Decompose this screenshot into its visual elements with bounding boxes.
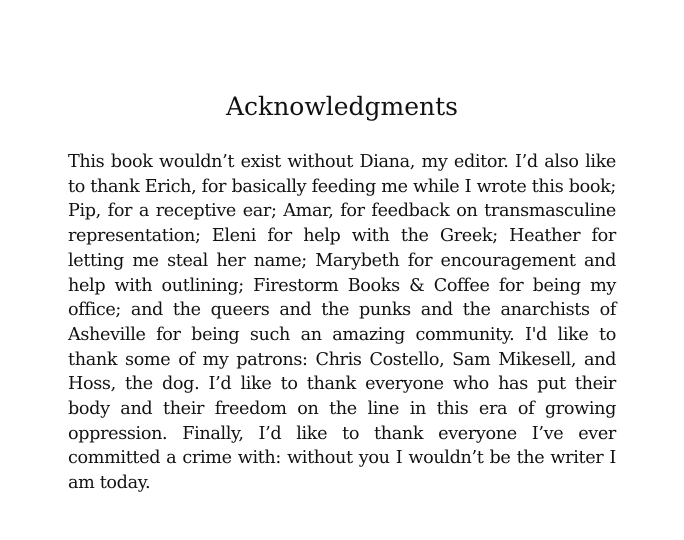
acknowledgments-paragraph: This book wouldn’t exist without Diana, my editor. I’d also like to thank Erich, for basically feeding me while I wrote this book; Pip, for a receptive ear; Amar, for feedback on transmasculine representation; Eleni for help with the Greek; Heather for letting me steal her name; Marybeth for encouragement and help with outlining; Firestorm Books & Coffee for being my office; and the queers and the punks and the anarchists of Asheville for being such an amazing community. I'd like to thank some of my patrons: Chris Costello, Sam Mikesell, and Hoss, the dog. I’d like to thank everyone who has put their body and their freedom on the line in this era of growing oppression. Finally, I’d like to thank everyone I’ve ever committed a crime with: without you I wouldn’t be the writer I am today. bbox=[68, 152, 616, 494]
page-title: Acknowledgments bbox=[225, 92, 459, 121]
